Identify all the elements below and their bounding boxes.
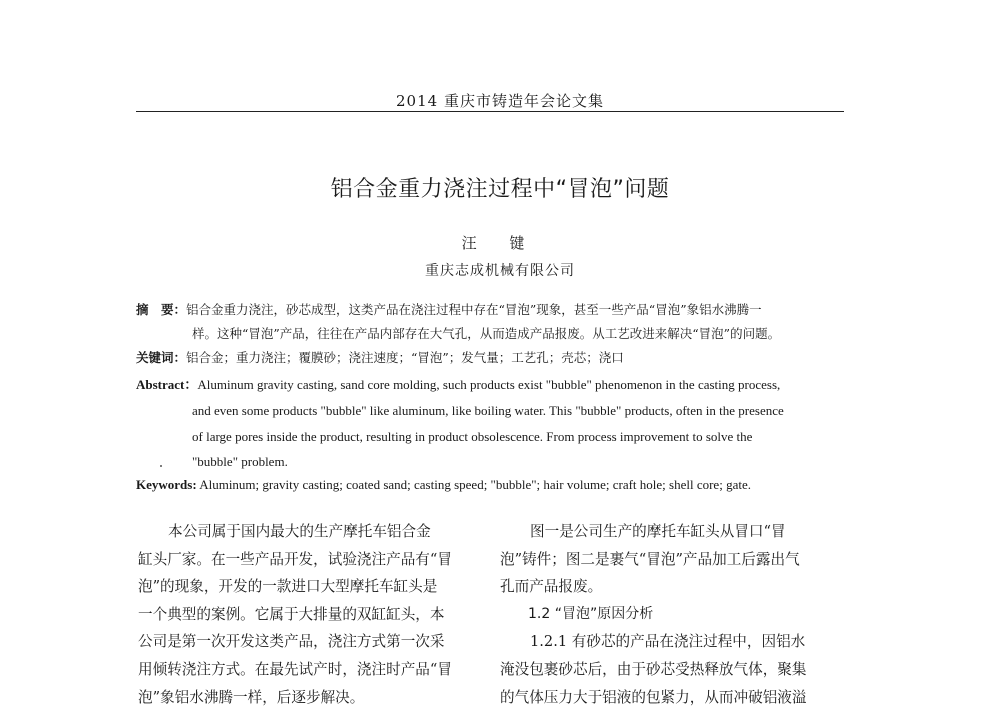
body-line: 本公司属于国内最大的生产摩托车铝合金 — [168, 523, 431, 540]
abstract-en-text-1: Aluminum gravity casting, sand core molding, such products exist "bubble" phenomenon in the casting process, — [197, 377, 781, 392]
abstract-cn-text-2: 样。这种“冒泡”产品，往往在产品内部存在大气孔，从而造成产品报废。从工艺改进来解决“冒泡”的问题。 — [192, 326, 781, 341]
abstract-cn-line-1 — [136, 298, 762, 322]
author-name: 汪 键 — [461, 234, 539, 252]
abstract-en-label: Abstract： — [136, 377, 198, 392]
body-line: 用倾转浇注方式。在最先试产时，浇注时产品“冒 — [138, 660, 452, 678]
body-line: 孔而产品报废。 — [500, 578, 603, 596]
body-column-left — [138, 518, 478, 711]
abstract-en-text-3: of large pores inside the product, resulting in product obsolescence. From process improvement to solve the — [192, 429, 753, 444]
body-line: 1.2.1 有砂芯的产品在浇注过程中，因铝水 — [530, 633, 806, 651]
header-rule — [136, 111, 844, 112]
keywords-en-text: Aluminum; gravity casting; coated sand; casting speed; "bubble"; hair volume; craft hole; shell core; gate. — [196, 477, 751, 492]
keywords-cn-text: 铝合金；重力浇注；覆膜砂；浇注速度；“冒泡”；发气量；工艺孔；壳芯；浇口 — [186, 350, 624, 365]
keywords-cn — [136, 346, 624, 370]
body-line: 公司是第一次开发这类产品，浇注方式第一次采 — [138, 633, 445, 651]
keywords-cn-label: 关键词： — [136, 350, 187, 365]
author-affiliation: 重庆志成机械有限公司 — [425, 263, 575, 279]
abstract-cn-label: 摘 要： — [136, 302, 187, 317]
body-line: 泡”象铝水沸腾一样，后逐步解决。 — [138, 688, 365, 706]
keywords-en-label: Keywords: — [136, 477, 197, 492]
body-line: 图一是公司生产的摩托车缸头从冒口“冒 — [530, 523, 786, 540]
body-line: 泡”铸件；图二是裹气“冒泡”产品加工后露出气 — [500, 550, 800, 568]
abstract-en-line-1 — [136, 373, 780, 397]
abstract-en-text-2: and even some products "bubble" like aluminum, like boiling water. This "bubble" products, often in the presence — [192, 403, 784, 418]
section-heading: 1.2 “冒泡”原因分析 — [528, 605, 654, 622]
abstract-en-text-4: "bubble" problem. — [192, 454, 288, 469]
abstract-cn-text-1: 铝合金重力浇注，砂芯成型，这类产品在浇注过程中存在“冒泡”现象，甚至一些产品“冒泡”象铝水沸腾一 — [186, 302, 762, 317]
body-line: 的气体压力大于铝液的包紧力，从而冲破铝液溢 — [500, 688, 807, 706]
running-header: 2014 重庆市铸造年会论文集 — [396, 92, 604, 110]
body-line: 泡”的现象，开发的一款进口大型摩托车缸头是 — [138, 578, 438, 596]
body-line: 淹没包裹砂芯后，由于砂芯受热释放气体，聚集 — [500, 660, 807, 678]
body-column-right — [500, 518, 845, 711]
body-line: 一个典型的案例。它属于大排量的双缸缸头，本 — [138, 605, 445, 623]
keywords-en — [136, 473, 751, 497]
paper-title: 铝合金重力浇注过程中“冒泡”问题 — [330, 177, 670, 202]
body-line: 缸头厂家。在一些产品开发，试验浇注产品有“冒 — [138, 550, 452, 568]
scan-speck — [160, 465, 162, 467]
